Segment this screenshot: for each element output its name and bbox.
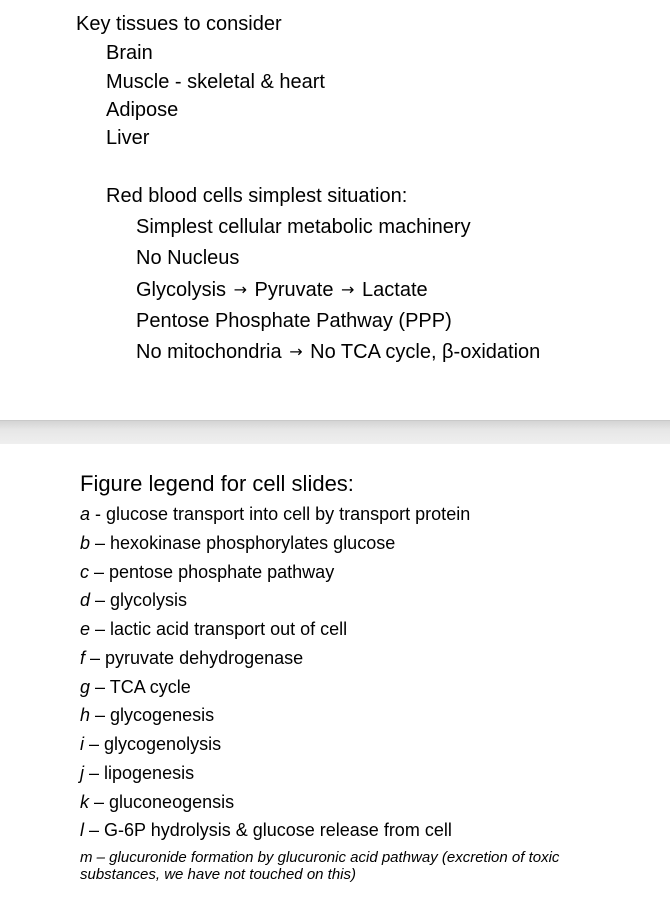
legend-item-k: k – gluconeogensis xyxy=(80,792,235,812)
legend-item-j: j – lipogenesis xyxy=(80,763,195,783)
legend-item-e: e – lactic acid transport out of cell xyxy=(80,619,348,639)
tissue-item-liver: Liver xyxy=(106,127,150,149)
rbc-point-ppp: Pentose Phosphate Pathway (PPP) xyxy=(136,310,452,332)
pyruvate-label: Pyruvate xyxy=(254,279,334,301)
rbc-point-machinery: Simplest cellular metabolic machinery xyxy=(136,216,471,238)
right-arrow-icon: → xyxy=(341,280,355,299)
slide-separator xyxy=(0,420,670,444)
tissue-item-brain: Brain xyxy=(106,42,153,64)
lactate-label: Lactate xyxy=(362,279,428,301)
legend-item-h: h – glycogenesis xyxy=(80,705,215,725)
tissue-item-adipose: Adipose xyxy=(106,99,179,121)
glycolysis-label: Glycolysis xyxy=(136,279,227,301)
legend-note-m: m – glucuronide formation by glucuronic acid pathway (excretion of toxic substances, we have not touched on this) xyxy=(80,849,560,883)
legend-item-b: b – hexokinase phosphorylates glucose xyxy=(80,533,396,553)
legend-item-f: f – pyruvate dehydrogenase xyxy=(80,648,304,668)
rbc-point-mitochondria xyxy=(136,342,540,362)
rbc-heading: Red blood cells simplest situation: xyxy=(106,185,408,207)
no-tca-label: No TCA cycle, β-oxidation xyxy=(310,341,541,363)
right-arrow-icon: → xyxy=(289,342,303,361)
right-arrow-icon: → xyxy=(233,280,247,299)
rbc-point-glycolysis xyxy=(136,280,428,300)
tissue-item-muscle: Muscle - skeletal & heart xyxy=(106,71,325,93)
legend-item-c: c – pentose phosphate pathway xyxy=(80,562,335,582)
legend-item-i: i – glycogenolysis xyxy=(80,734,222,754)
legend-item-l: l – G-6P hydrolysis & glucose release from cell xyxy=(80,820,452,840)
legend-item-a: a - glucose transport into cell by transport protein xyxy=(80,504,471,524)
rbc-point-nucleus: No Nucleus xyxy=(136,247,240,269)
key-tissues-heading: Key tissues to consider xyxy=(76,13,282,35)
legend-item-d: d – glycolysis xyxy=(80,590,188,610)
no-mitochondria-label: No mitochondria xyxy=(136,341,282,363)
legend-item-g: g – TCA cycle xyxy=(80,677,191,697)
slide-bottom xyxy=(0,444,670,907)
figure-legend-title: Figure legend for cell slides: xyxy=(80,471,354,496)
slide-top xyxy=(0,0,670,420)
